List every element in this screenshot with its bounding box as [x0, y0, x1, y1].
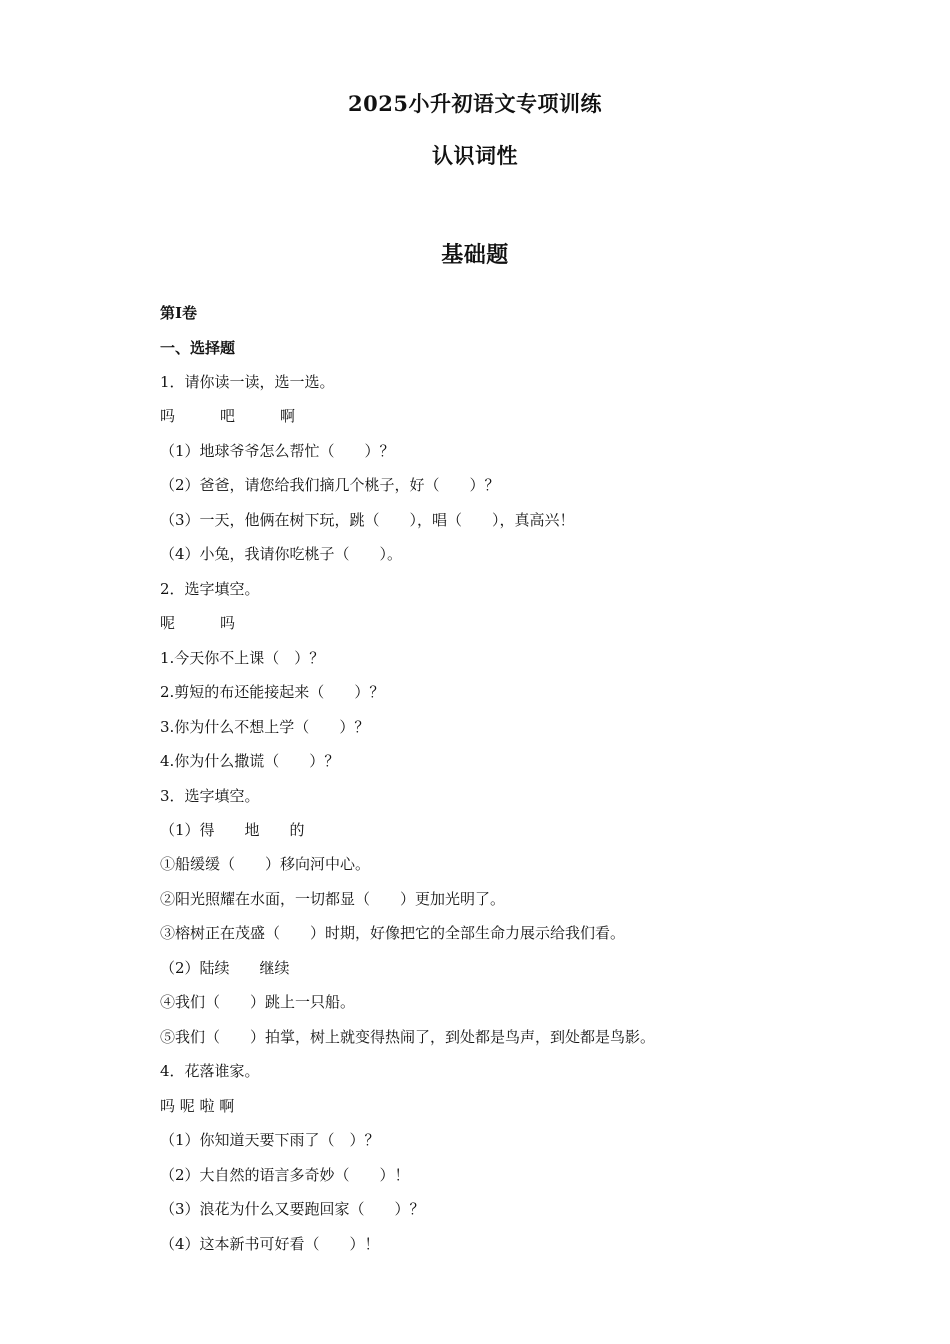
question-3-part-1-options: （1）得 地 的: [160, 821, 305, 839]
question-2-options: 呢 吗: [160, 614, 236, 632]
question-3-prompt: 3．选字填空。: [160, 787, 260, 805]
document-subtitle: 认识词性: [432, 143, 518, 168]
question-4-item: （3）浪花为什么又要跑回家（ ）？: [160, 1200, 425, 1218]
question-4-item: （1）你知道天要下雨了（ ）？: [160, 1131, 380, 1149]
question-4-item: （4）这本新书可好看（ ）！: [160, 1235, 380, 1253]
question-2-item: 2.剪短的布还能接起来（ ）？: [160, 683, 385, 701]
question-1-item: （3）一天，他俩在树下玩，跳（ ），唱（ ），真高兴！: [160, 511, 575, 529]
question-3-item: ③榕树正在茂盛（ ）时期，好像把它的全部生命力展示给我们看。: [160, 924, 626, 942]
question-2-item: 4.你为什么撒谎（ ）？: [160, 752, 340, 770]
question-3-item: ⑤我们（ ）拍掌，树上就变得热闹了，到处都是鸟声，到处都是鸟影。: [160, 1028, 656, 1046]
question-2-item: 3.你为什么不想上学（ ）？: [160, 718, 370, 736]
question-2-prompt: 2．选字填空。: [160, 580, 260, 598]
question-2-item: 1.今天你不上课（ ）？: [160, 649, 325, 667]
question-4-item: （2）大自然的语言多奇妙（ ）！: [160, 1166, 410, 1184]
question-1-item: （2）爸爸，请您给我们摘几个桃子，好（ ）？: [160, 476, 500, 494]
question-1-prompt: 1．请你读一读，选一选。: [160, 373, 335, 391]
question-4-options: 吗 呢 啦 啊: [160, 1097, 235, 1115]
question-4-prompt: 4．花落谁家。: [160, 1062, 260, 1080]
question-type-heading: 一、选择题: [160, 339, 236, 357]
question-3-item: ④我们（ ）跳上一只船。: [160, 993, 356, 1011]
section-heading: 基础题: [441, 242, 509, 268]
question-1-item: （4）小兔，我请你吃桃子（ ）。: [160, 545, 403, 563]
document-title: 2025小升初语文专项训练: [348, 91, 602, 116]
question-1-options: 吗 吧 啊: [160, 407, 296, 425]
volume-label: 第I卷: [160, 304, 198, 322]
question-3-item: ①船缓缓（ ）移向河中心。: [160, 855, 371, 873]
question-3-part-2-options: （2）陆续 继续: [160, 959, 290, 977]
question-3-item: ②阳光照耀在水面，一切都显（ ）更加光明了。: [160, 890, 506, 908]
question-1-item: （1）地球爷爷怎么帮忙（ ）？: [160, 442, 395, 460]
